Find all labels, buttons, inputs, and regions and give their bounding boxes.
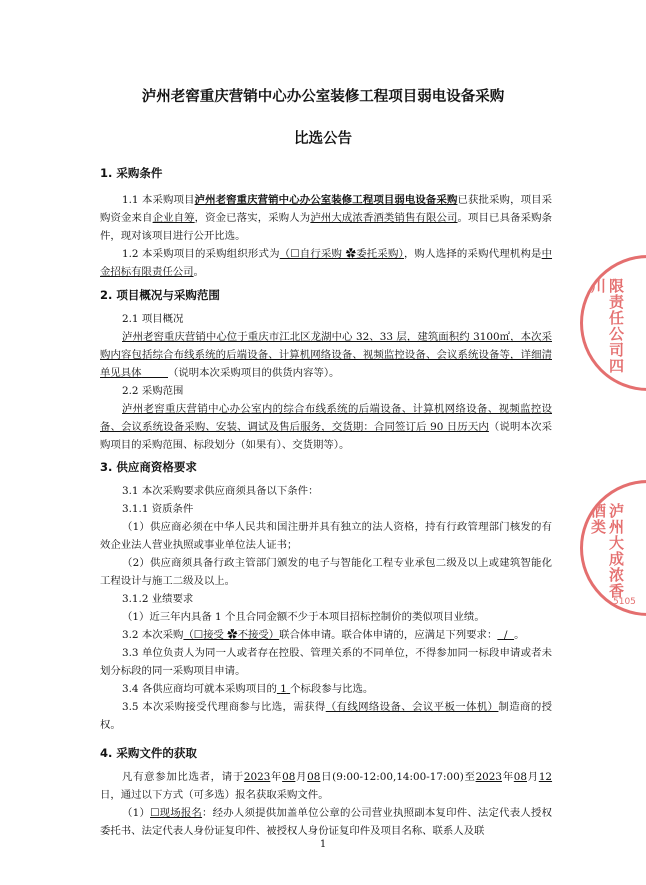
section-3-sub-311: 3.1.1 资质条件 bbox=[122, 503, 194, 515]
section-3-3: 3.3 单位负责人为同一人或者存在控股、管理关系的不同单位，不得参加同一标段申请或者未划分标段的同一采购项目申请。 bbox=[100, 647, 552, 677]
section-1-para-2: 1.2 本采购项目的采购组织形式为（☐自行采购 ✿委托采购），购人选择的采购代理机构是中金招标有限责任公司。 bbox=[100, 248, 553, 278]
seal-text-2: 泸州大成浓香酒类 bbox=[589, 503, 625, 599]
qualification-2: （2）供应商须具备行政主管部门颁发的电子与智能化工程专业承包二级及以上或建筑智能化工程设计与施工二级及以上。 bbox=[100, 557, 552, 587]
section-2-heading: 2. 项目概况与采购范围 bbox=[100, 288, 220, 302]
office-hours: (9:00-12:00,14:00-17:00) bbox=[332, 771, 464, 783]
section-3-heading: 3. 供应商资格要求 bbox=[100, 460, 197, 474]
performance-requirement: （1）近三年内具备 1 个且合同金额不少于本项目招标控制价的类似项目业绩。 bbox=[122, 611, 485, 623]
section-1-heading: 1. 采购条件 bbox=[100, 166, 163, 180]
section-3-sub-312: 3.1.2 业绩要求 bbox=[122, 593, 194, 605]
section-3-5: 3.5 本次采购接受代理商参与比选，需获得（有线网络设备、会议平板一体机）制造商的授权。 bbox=[100, 701, 553, 731]
section-3-2: 3.2 本次采购（☐接受 ✿不接受）联合体申请。联合体申请的，应满足下列要求： / 。 bbox=[122, 629, 525, 641]
section-4-para-1: 凡有意参加比选者，请于2023年08月08日(9:00-12:00,14:00-17:00)至2023年08月12日，通过以下方式（可多选）报名获取采购文件。 bbox=[100, 771, 553, 801]
page-number: 1 bbox=[319, 839, 327, 850]
section-1-para-1: 1.1 本采购项目泸州老窖重庆营销中心办公室装修工程项目弱电设备采购已获批采购，项目采购资金来自企业自筹，资金已落实，采购人为泸州大成浓香酒类销售有限公司。项目已具备采购条件，现对该项目进行公开比选。 bbox=[100, 194, 553, 242]
project-overview: 泸州老窖重庆营销中心位于重庆市江北区龙湖中心 32、33 层，建筑面积约 3100㎡，本次采购内容包括综合布线系统的后端设备、计算机网络设备、视频监控设备、会议系统设备等，详细清单见具体 bbox=[100, 331, 552, 379]
qualification-1: （1）供应商必须在中华人民共和国注册并具有独立的法人资格，持有行政管理部门核发的有效企业法人营业执照或事业单位法人证书； bbox=[100, 521, 552, 551]
doc-title-line-2: 比选公告 bbox=[294, 131, 352, 147]
end-day: 12 bbox=[538, 771, 553, 783]
lot-count: 1 bbox=[280, 683, 287, 695]
consortium-requirement: / bbox=[503, 629, 508, 641]
procurement-scope: 泸州老窖重庆营销中心办公室内的综合布线系统的后端设备、计算机网络设备、视频监控设备、会议系统设备采购、安装、调试及售后服务，交货期：合同签订后 90 日历天内 bbox=[100, 403, 552, 433]
agent-name: 中金招标有限责任公司 bbox=[100, 248, 553, 278]
end-month: 08 bbox=[513, 771, 528, 783]
start-month: 08 bbox=[282, 771, 296, 783]
funds-source: 企业自筹 bbox=[152, 212, 195, 224]
authorized-equipment: （有线网络设备、会议平板一体机） bbox=[325, 701, 499, 713]
section-3-intro: 3.1 本次采购要求供应商须具备以下条件： bbox=[122, 485, 319, 497]
company-seal-stamp bbox=[580, 255, 646, 391]
onsite-registration: ☐现场报名 bbox=[150, 807, 203, 819]
project-name: 泸州老窖重庆营销中心办公室装修工程项目弱电设备采购 bbox=[194, 194, 458, 206]
start-day: 08 bbox=[307, 771, 321, 783]
section-3-4: 3.4 各供应商均可就本采购项目的 1 个标段参与比选。 bbox=[122, 683, 374, 695]
buyer-name: 泸州大成浓香酒类销售有限公司 bbox=[310, 212, 458, 224]
seal-text: 限责任公司四川 bbox=[589, 278, 625, 374]
section-2-scope: 泸州老窖重庆营销中心办公室内的综合布线系统的后端设备、计算机网络设备、视频监控设备、会议系统设备采购、安装、调试及售后服务，交货期：合同签订后 90 日历天内（说明本次采购项目的采购范围、标段划分（如果有）、交货期等）。 bbox=[100, 403, 552, 451]
procurement-form: （☐自行采购 ✿委托采购） bbox=[279, 248, 404, 260]
end-year: 2023 bbox=[475, 771, 503, 783]
section-4-heading: 4. 采购文件的获取 bbox=[100, 746, 197, 760]
section-4-para-2: （1）☐现场报名：经办人须提供加盖单位公章的公司营业执照副本复印件、法定代表人授权委托书、法定代表人身份证复印件、被授权人身份证复印件及项目名称、联系人及联 bbox=[100, 807, 552, 837]
start-year: 2023 bbox=[243, 771, 271, 783]
section-2-overview: 泸州老窖重庆营销中心位于重庆市江北区龙湖中心 32、33 层，建筑面积约 3100㎡，本次采购内容包括综合布线系统的后端设备、计算机网络设备、视频监控设备、会议系统设备等，详细清单见具体 （说明本次采购项目的供货内容等）。 bbox=[100, 331, 552, 379]
company-seal-stamp-2 bbox=[580, 480, 646, 616]
section-2-sub-2: 2.2 采购范围 bbox=[122, 385, 184, 397]
seal-number: 5105 bbox=[613, 597, 636, 607]
consortium-option: （☐接受 ✿不接受） bbox=[183, 629, 280, 641]
doc-title-line-1: 泸州老窖重庆营销中心办公室装修工程项目弱电设备采购 bbox=[141, 89, 505, 105]
section-2-sub-1: 2.1 项目概况 bbox=[122, 313, 184, 325]
